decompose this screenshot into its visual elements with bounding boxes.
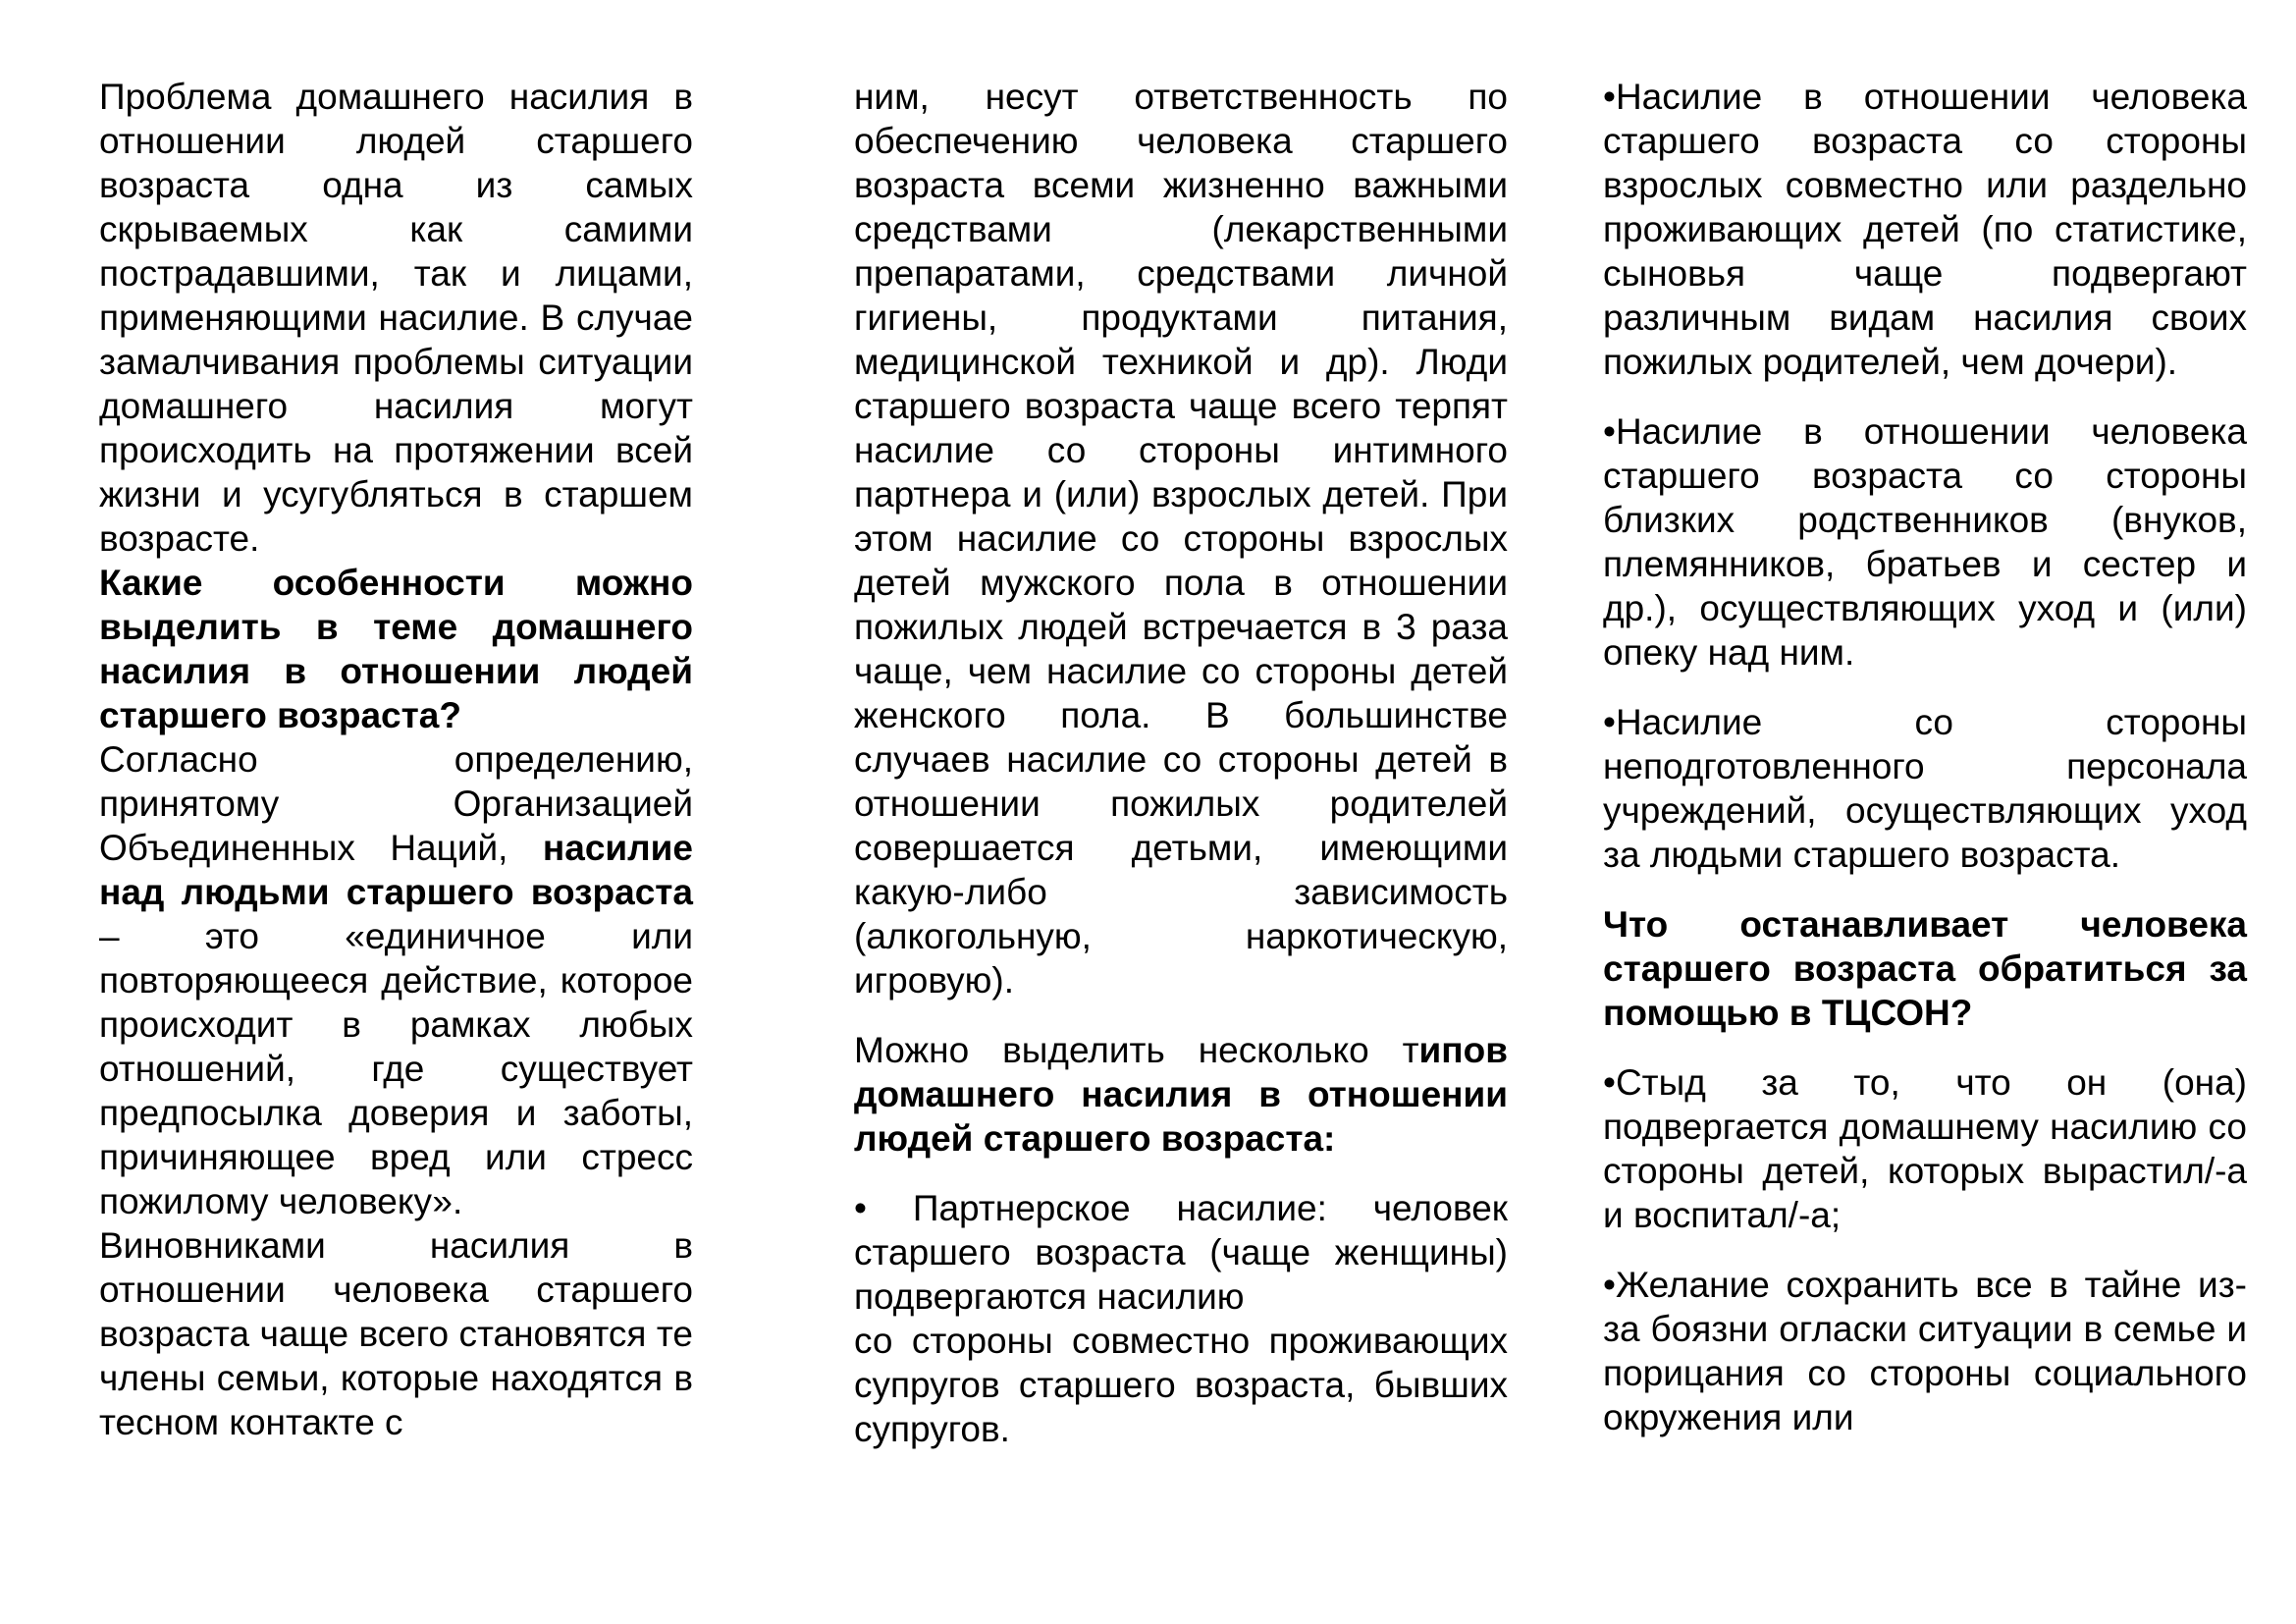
partner-violence-line2: со стороны совместно проживающих супругов старшего возраста, бывших супругов. [854,1321,1508,1449]
intro-paragraph: Проблема домашнего насилия в отношении людей старшего возраста одна из самых скрываемых как самими пострадавшими, так и лицами, применяющими насилие. В случае замалчивания проблемы ситуации домашнего насилия могут происходить на протяжении всей жизни и усугубляться в старшем возрасте. [99,77,693,559]
heading-features: Какие особенности можно выделить в теме домашнего насилия в отношении людей старшего возраста? [99,563,693,735]
types-start: Можно выделить несколько т [854,1030,1419,1070]
column-2 [854,75,1508,1451]
column-1 [99,75,693,1444]
heading-barriers: Что останавливает человека старшего возраста обратиться за помощью в ТЦСОН? [1603,904,2247,1033]
perpetrators-paragraph: Виновниками насилия в отношении человека старшего возраста чаще всего становятся те члены семьи, которые находятся в тесном контакте с [99,1225,693,1442]
staff-violence-bullet: •Насилие со стороны неподготовленного персонала учреждений, осуществляющих уход за людьми старшего возраста. [1603,702,2247,875]
definition-end: – это «единичное или повторяющееся действие, которое происходит в рамках любых отношений, где существует предпосылка доверия и заботы, причиняющее вред или стресс пожилому человеку». [99,916,693,1221]
partner-violence-bullet [854,1186,1508,1451]
children-violence-bullet: •Насилие в отношении человека старшего возраста со стороны взрослых совместно или раздельно проживающих детей (по статистике, сыновья чаще подвергают различным видам насилия своих пожилых родителей, чем дочери). [1603,77,2247,382]
secrecy-bullet: •Желание сохранить все в тайне из-за боязни огласки ситуации в семье и порицания со стороны социального окружения или [1603,1265,2247,1437]
definition-start: Согласно определению, принятому Организацией Объединенных Наций, [99,739,693,868]
partner-violence-line1: • Партнерское насилие: человек старшего возраста (чаще женщины) подвергаются насилию [854,1188,1508,1317]
responsibility-paragraph: ним, несут ответственность по обеспечению человека старшего возраста всеми жизненно важными средствами (лекарственными препаратами, средствами личной гигиены, продуктами питания, медицинской техникой и др). Люди старшего возраста чаще всего терпят насилие со стороны интимного партнера и (или) взрослых детей. При этом насилие со стороны взрослых детей мужского пола в отношении пожилых людей встречается в 3 раза чаще, чем насилие со стороны детей женского пола. В большинстве случаев насилие со стороны детей в отношении пожилых родителей совершается детьми, имеющими какую-либо зависимость (алкогольную, наркотическую, игровую). [854,77,1508,1001]
definition-bold: насилие над людьми старшего возраста [99,828,693,912]
types-paragraph [854,1028,1508,1161]
definition-paragraph [99,737,693,1223]
column-3 [1603,75,2247,1439]
relatives-violence-bullet: •Насилие в отношении человека старшего возраста со стороны близких родственников (внуков, племянников, братьев и сестер и др.), осуществляющих уход и (или) опеку над ним. [1603,411,2247,673]
types-bold: ипов домашнего насилия в отношении людей старшего возраста: [854,1030,1508,1159]
shame-bullet: •Стыд за то, что он (она) подвергается домашнему насилию со стороны детей, которых вырастил/-а и воспитал/-а; [1603,1062,2247,1235]
